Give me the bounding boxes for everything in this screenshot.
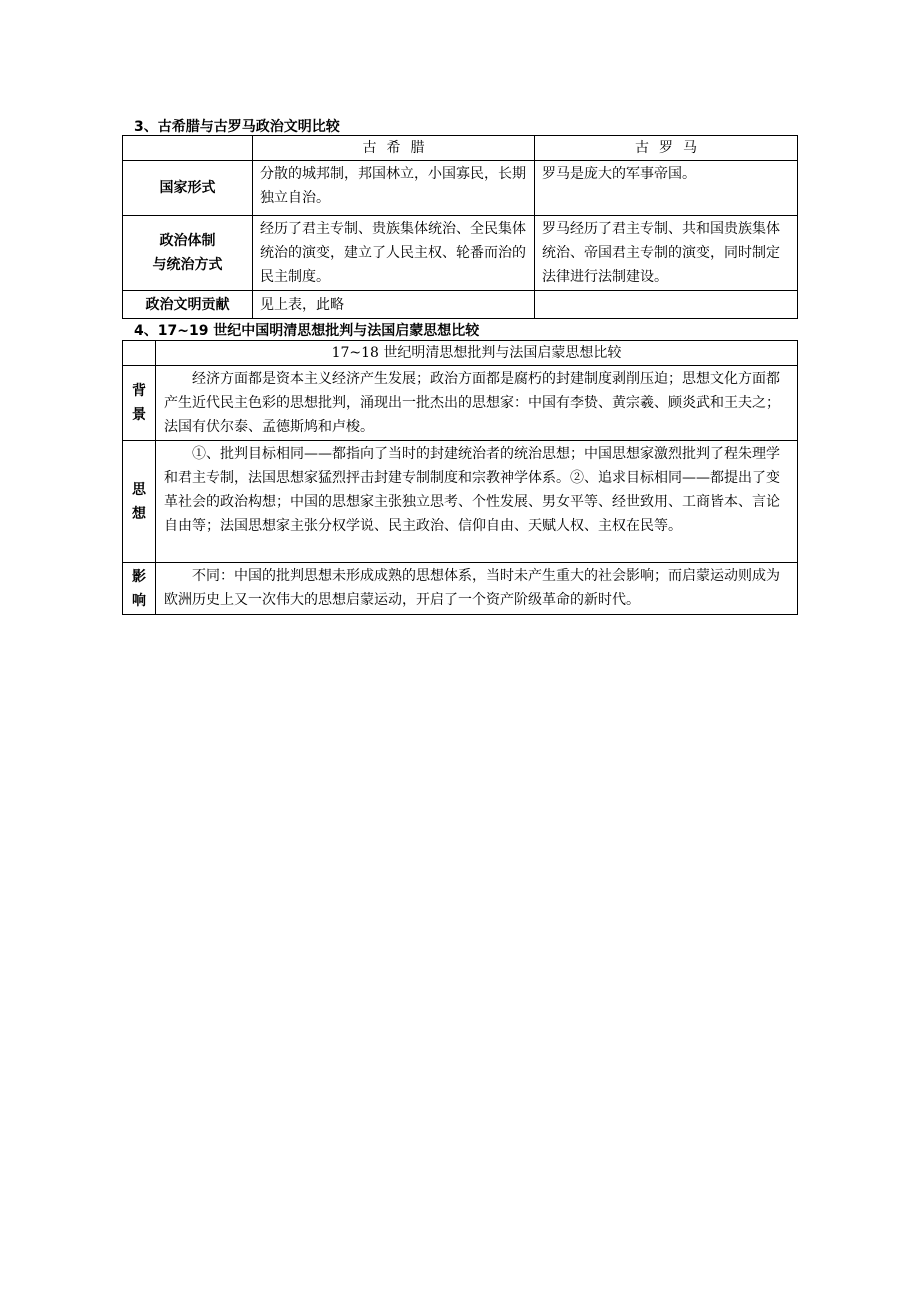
table-row — [123, 216, 798, 291]
table-row — [123, 441, 798, 563]
row-label-line1: 政治体制 — [159, 233, 216, 249]
table-row — [123, 291, 798, 319]
column-header-rome: 古罗马 — [535, 136, 798, 161]
rome-contribution-cell — [535, 291, 798, 319]
section4-heading: 4、17~19 世纪中国明清思想批判与法国启蒙思想比较 — [134, 323, 480, 339]
ming-qing-enlightenment-table — [122, 340, 798, 615]
row-label-background: 背 景 — [123, 366, 156, 441]
row-label-influence: 影 响 — [123, 563, 156, 615]
table-title-cell: 17~18 世纪明清思想批判与法国启蒙思想比较 — [156, 341, 798, 366]
table-header-row — [123, 136, 798, 161]
column-header-greece: 古希腊 — [253, 136, 535, 161]
table-row — [123, 366, 798, 441]
table-row — [123, 563, 798, 615]
greece-political-system-cell: 经历了君主专制、贵族集体统治、全民集体统治的演变，建立了人民主权、轮番而治的民主制度。 — [253, 216, 535, 291]
corner-cell — [123, 136, 253, 161]
thought-text-cell: ①、批判目标相同——都指向了当时的封建统治者的统治思想；中国思想家激烈批判了程朱理学和君主专制，法国思想家猛烈抨击封建专制制度和宗教神学体系。②、追求目标相同——都提出了变革社会的政治构想；中国的思想家主张独立思考、个性发展、男女平等、经世致用、工商皆本、言论自由等；法国思想家主张分权学说、民主政治、信仰自由、天赋人权、主权在民等。 — [156, 441, 798, 563]
table-row — [123, 161, 798, 216]
row-label-thought: 思 想 — [123, 441, 156, 563]
section3-heading: 3、古希腊与古罗马政治文明比较 — [134, 119, 340, 135]
rome-state-form-cell: 罗马是庞大的军事帝国。 — [535, 161, 798, 216]
greece-state-form-cell: 分散的城邦制，邦国林立，小国寡民，长期独立自治。 — [253, 161, 535, 216]
table-title-row — [123, 341, 798, 366]
row-label-state-form: 国家形式 — [123, 161, 253, 216]
row-label-contribution: 政治文明贡献 — [123, 291, 253, 319]
influence-text-cell: 不同：中国的批判思想未形成成熟的思想体系，当时未产生重大的社会影响；而启蒙运动则成为欧洲历史上又一次伟大的思想启蒙运动，开启了一个资产阶级革命的新时代。 — [156, 563, 798, 615]
row-label-political-system — [123, 216, 253, 291]
greece-rome-table — [122, 135, 798, 319]
greece-contribution-cell: 见上表，此略 — [253, 291, 535, 319]
background-text-cell: 经济方面都是资本主义经济产生发展；政治方面都是腐朽的封建制度剥削压迫；思想文化方面都产生近代民主色彩的思想批判，涌现出一批杰出的思想家：中国有李贽、黄宗羲、顾炎武和王夫之；法国有伏尔泰、孟德斯鸠和卢梭。 — [156, 366, 798, 441]
rome-political-system-cell: 罗马经历了君主专制、共和国贵族集体统治、帝国君主专制的演变，同时制定法律进行法制建设。 — [535, 216, 798, 291]
corner-cell — [123, 341, 156, 366]
row-label-line2: 与统治方式 — [152, 257, 223, 273]
